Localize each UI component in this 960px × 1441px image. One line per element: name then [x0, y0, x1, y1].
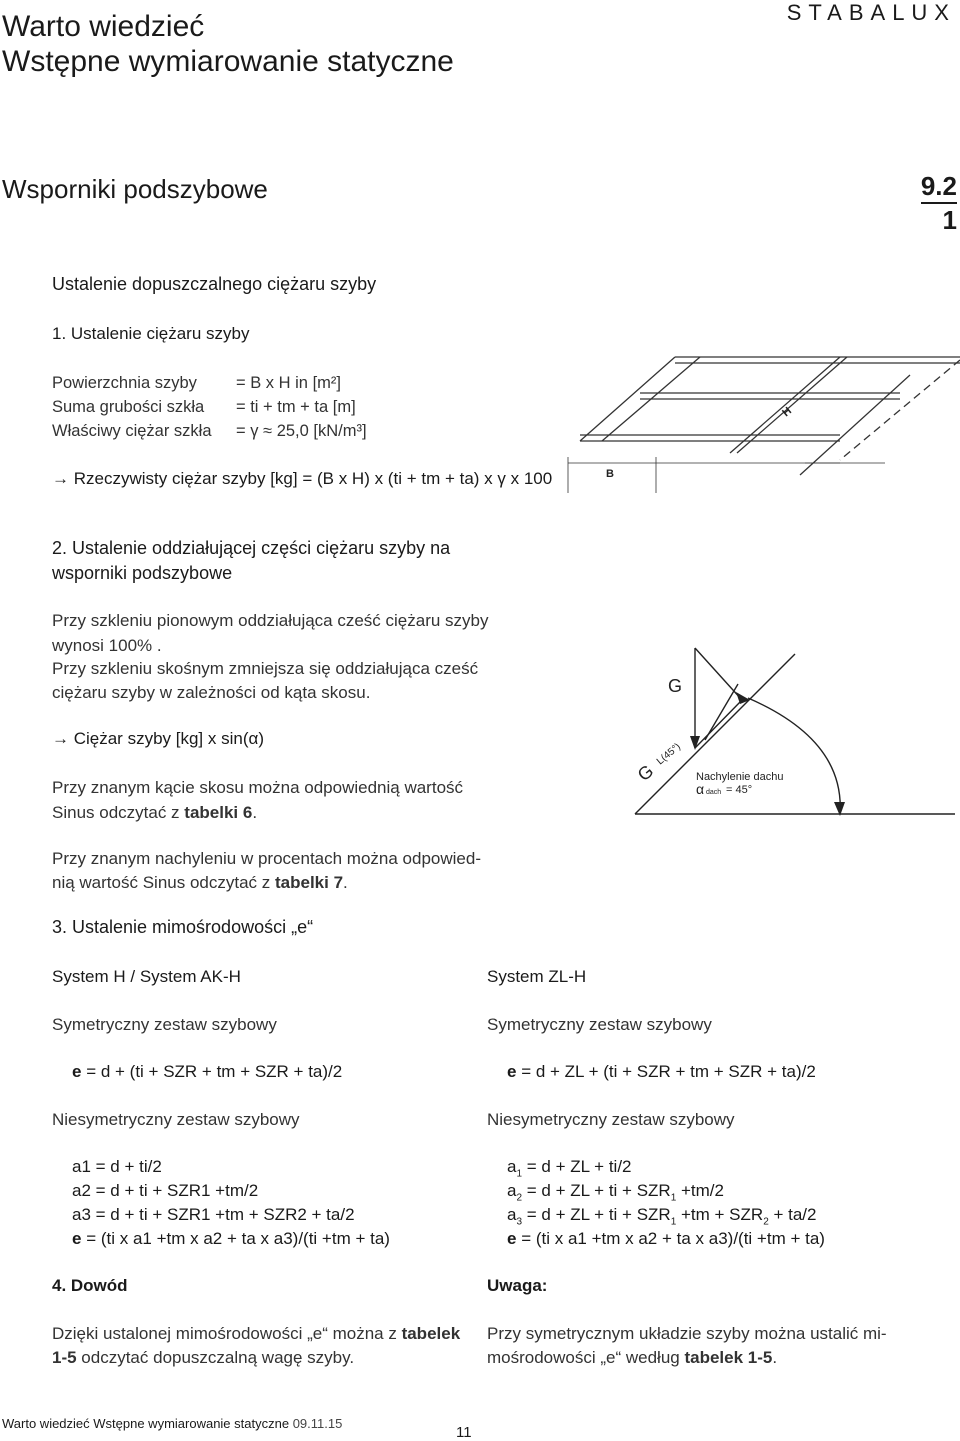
section-number-top: 9.2	[921, 170, 957, 204]
left-sym: Symetryczny zestaw szybowy	[52, 1015, 277, 1034]
right-a2-post: +tm/2	[676, 1181, 724, 1200]
right-a1-pre: a	[507, 1157, 517, 1176]
label-g: G	[668, 676, 683, 696]
left-system: System H / System AK-H	[52, 967, 241, 986]
proof-text1: Dzięki ustalonej mimośrodowości „e“ można z	[52, 1324, 402, 1343]
proof-text2: odczytać dopuszczalną wagę szyby.	[76, 1348, 355, 1367]
p2-line1: Przy szkleniu skośnym zmniejsza się oddziałująca cześć	[52, 659, 479, 678]
p3-table-ref: tabelki 6	[184, 803, 253, 822]
left-sym-eq	[72, 1060, 342, 1084]
sin-formula: → Ciężar szyby [kg] x sin(α)	[52, 729, 264, 748]
proof-title-text: 4. Dowód	[52, 1276, 128, 1295]
p4-text: nią wartość Sinus odczytać z	[52, 873, 275, 892]
p1-line1: Przy szkleniu pionowym oddziałująca cześć ciężaru szyby	[52, 611, 489, 630]
right-sym: Symetryczny zestaw szybowy	[487, 1015, 712, 1034]
right-a3-sub: 3	[516, 1216, 523, 1228]
right-e-formula: = (ti x a1 +tm x a2 + ta x a3)/(ti +tm + ta)	[516, 1229, 825, 1248]
left-a2: a2 = d + ti + SZR1 +tm/2	[72, 1181, 259, 1200]
header-title-line1: Warto wiedzieć	[2, 10, 205, 43]
p4-line2	[52, 871, 348, 895]
right-e: e	[507, 1229, 517, 1248]
proof-line2	[52, 1346, 354, 1370]
right-a2-sub: 2	[516, 1192, 523, 1204]
def-label-density: Właściwy ciężar szkła	[52, 422, 212, 440]
caption-alpha-sub: dach	[706, 789, 722, 796]
left-a1: a1 = d + ti/2	[72, 1157, 162, 1176]
right-sym-formula: = d + ZL + (ti + SZR + tm + SZR + ta)/2	[516, 1062, 816, 1081]
def-eq-thickness: = ti + tm + ta [m]	[236, 398, 356, 416]
roof-slope-diagram	[630, 640, 960, 820]
section-number-bottom: 1	[942, 205, 957, 235]
right-a3-mid: = d + ZL + ti + SZR	[522, 1205, 671, 1224]
left-e: e	[72, 1229, 82, 1248]
label-gl-sub: L(45°)	[654, 741, 683, 768]
weight-formula: → Rzeczywisty ciężar szyby [kg] = (B x H) x (ti + tm + ta) x γ x 100	[52, 469, 553, 488]
step1-title: 1. Ustalenie ciężaru szyby	[52, 324, 250, 343]
right-a3-mid2: +tm + SZR	[676, 1205, 764, 1224]
right-a3-sub3: 2	[763, 1216, 769, 1228]
section-number	[921, 170, 957, 236]
step2-title-line2: wsporniki podszybowe	[52, 563, 233, 583]
header-title-line2: Wstępne wymiarowanie statyczne	[2, 45, 454, 78]
label-b: B	[606, 468, 614, 480]
right-sym-eq	[507, 1060, 816, 1084]
label-h: H	[780, 404, 795, 420]
footer-title: Warto wiedzieć Wstępne wymiarowanie statyczne	[2, 1416, 290, 1431]
footer-text	[2, 1416, 342, 1431]
note-ref: tabelek 1-5	[684, 1348, 773, 1367]
left-e-eq	[72, 1227, 390, 1251]
right-a3-post: + ta/2	[768, 1205, 817, 1224]
right-a2-sub2: 1	[670, 1192, 677, 1204]
right-a3-sub2: 1	[670, 1216, 677, 1228]
glass-pane-diagram	[540, 335, 960, 495]
left-a3: a3 = d + ti + SZR1 +tm + SZR2 + ta/2	[72, 1205, 355, 1224]
p4-dot: .	[343, 873, 348, 892]
p3-line1: Przy znanym kącie skosu można odpowiednią wartość	[52, 778, 464, 797]
right-a2-pre: a	[507, 1181, 517, 1200]
right-asym: Niesymetryczny zestaw szybowy	[487, 1110, 735, 1129]
right-sym-e: e	[507, 1062, 517, 1081]
label-gl: G	[633, 760, 658, 786]
p3-line2	[52, 801, 257, 825]
note-text: mośrodowości „e“ według	[487, 1348, 685, 1367]
proof-title	[52, 1274, 128, 1298]
step2-title-line1: 2. Ustalenie oddziałującej części ciężaru szyby na	[52, 538, 451, 558]
def-label-area: Powierzchnia szyby	[52, 374, 197, 392]
note-line2	[487, 1346, 777, 1370]
p1-line2: wynosi 100% .	[52, 636, 162, 655]
main-heading: Ustalenie dopuszczalnego ciężaru szyby	[52, 274, 377, 294]
right-a1-sub: 1	[516, 1168, 523, 1180]
p3-dot: .	[252, 803, 258, 822]
p4-table-ref: tabelki 7	[274, 873, 344, 892]
right-a2-mid: = d + ZL + ti + SZR	[522, 1181, 671, 1200]
p3-text: Sinus odczytać z	[52, 803, 185, 822]
def-label-thickness: Suma grubości szkła	[52, 398, 205, 416]
left-sym-e: e	[72, 1062, 82, 1081]
step3-title: 3. Ustalenie mimośrodowości „e“	[52, 917, 314, 937]
p2-line2: ciężaru szyby w zależności od kąta skosu.	[52, 683, 371, 702]
note-title	[487, 1274, 547, 1298]
caption-slope: Nachylenie dachu	[696, 771, 784, 783]
left-sym-formula: = d + (ti + SZR + tm + SZR + ta)/2	[81, 1062, 343, 1081]
caption-alpha-value: = 45°	[726, 784, 753, 796]
proof-ref2: 1-5	[52, 1348, 77, 1367]
section-title: Wsporniki podszybowe	[2, 174, 268, 204]
brand-logo: STABALUX	[786, 0, 956, 25]
def-eq-density: = γ ≈ 25,0 [kN/m³]	[236, 422, 367, 440]
def-eq-area: = B x H in [m²]	[236, 374, 341, 392]
p4-line1: Przy znanym nachyleniu w procentach można odpowied-	[52, 849, 482, 868]
left-e-formula: = (ti x a1 +tm x a2 + ta x a3)/(ti +tm + ta)	[81, 1229, 390, 1248]
right-a1-post: = d + ZL + ti/2	[522, 1157, 632, 1176]
footer-date: 09.11.15	[289, 1416, 343, 1431]
left-asym: Niesymetryczny zestaw szybowy	[52, 1110, 300, 1129]
note-line1: Przy symetrycznym układzie szyby można ustalić mi-	[487, 1324, 887, 1343]
proof-line1	[52, 1322, 460, 1346]
page-number: 11	[456, 1424, 472, 1441]
proof-ref1: tabelek	[401, 1324, 461, 1343]
caption-alpha: α	[696, 781, 705, 797]
right-a3-pre: a	[507, 1205, 517, 1224]
note-title-text: Uwaga:	[487, 1276, 548, 1295]
right-system: System ZL-H	[487, 967, 587, 986]
right-e-eq	[507, 1227, 825, 1251]
note-dot: .	[772, 1348, 778, 1367]
